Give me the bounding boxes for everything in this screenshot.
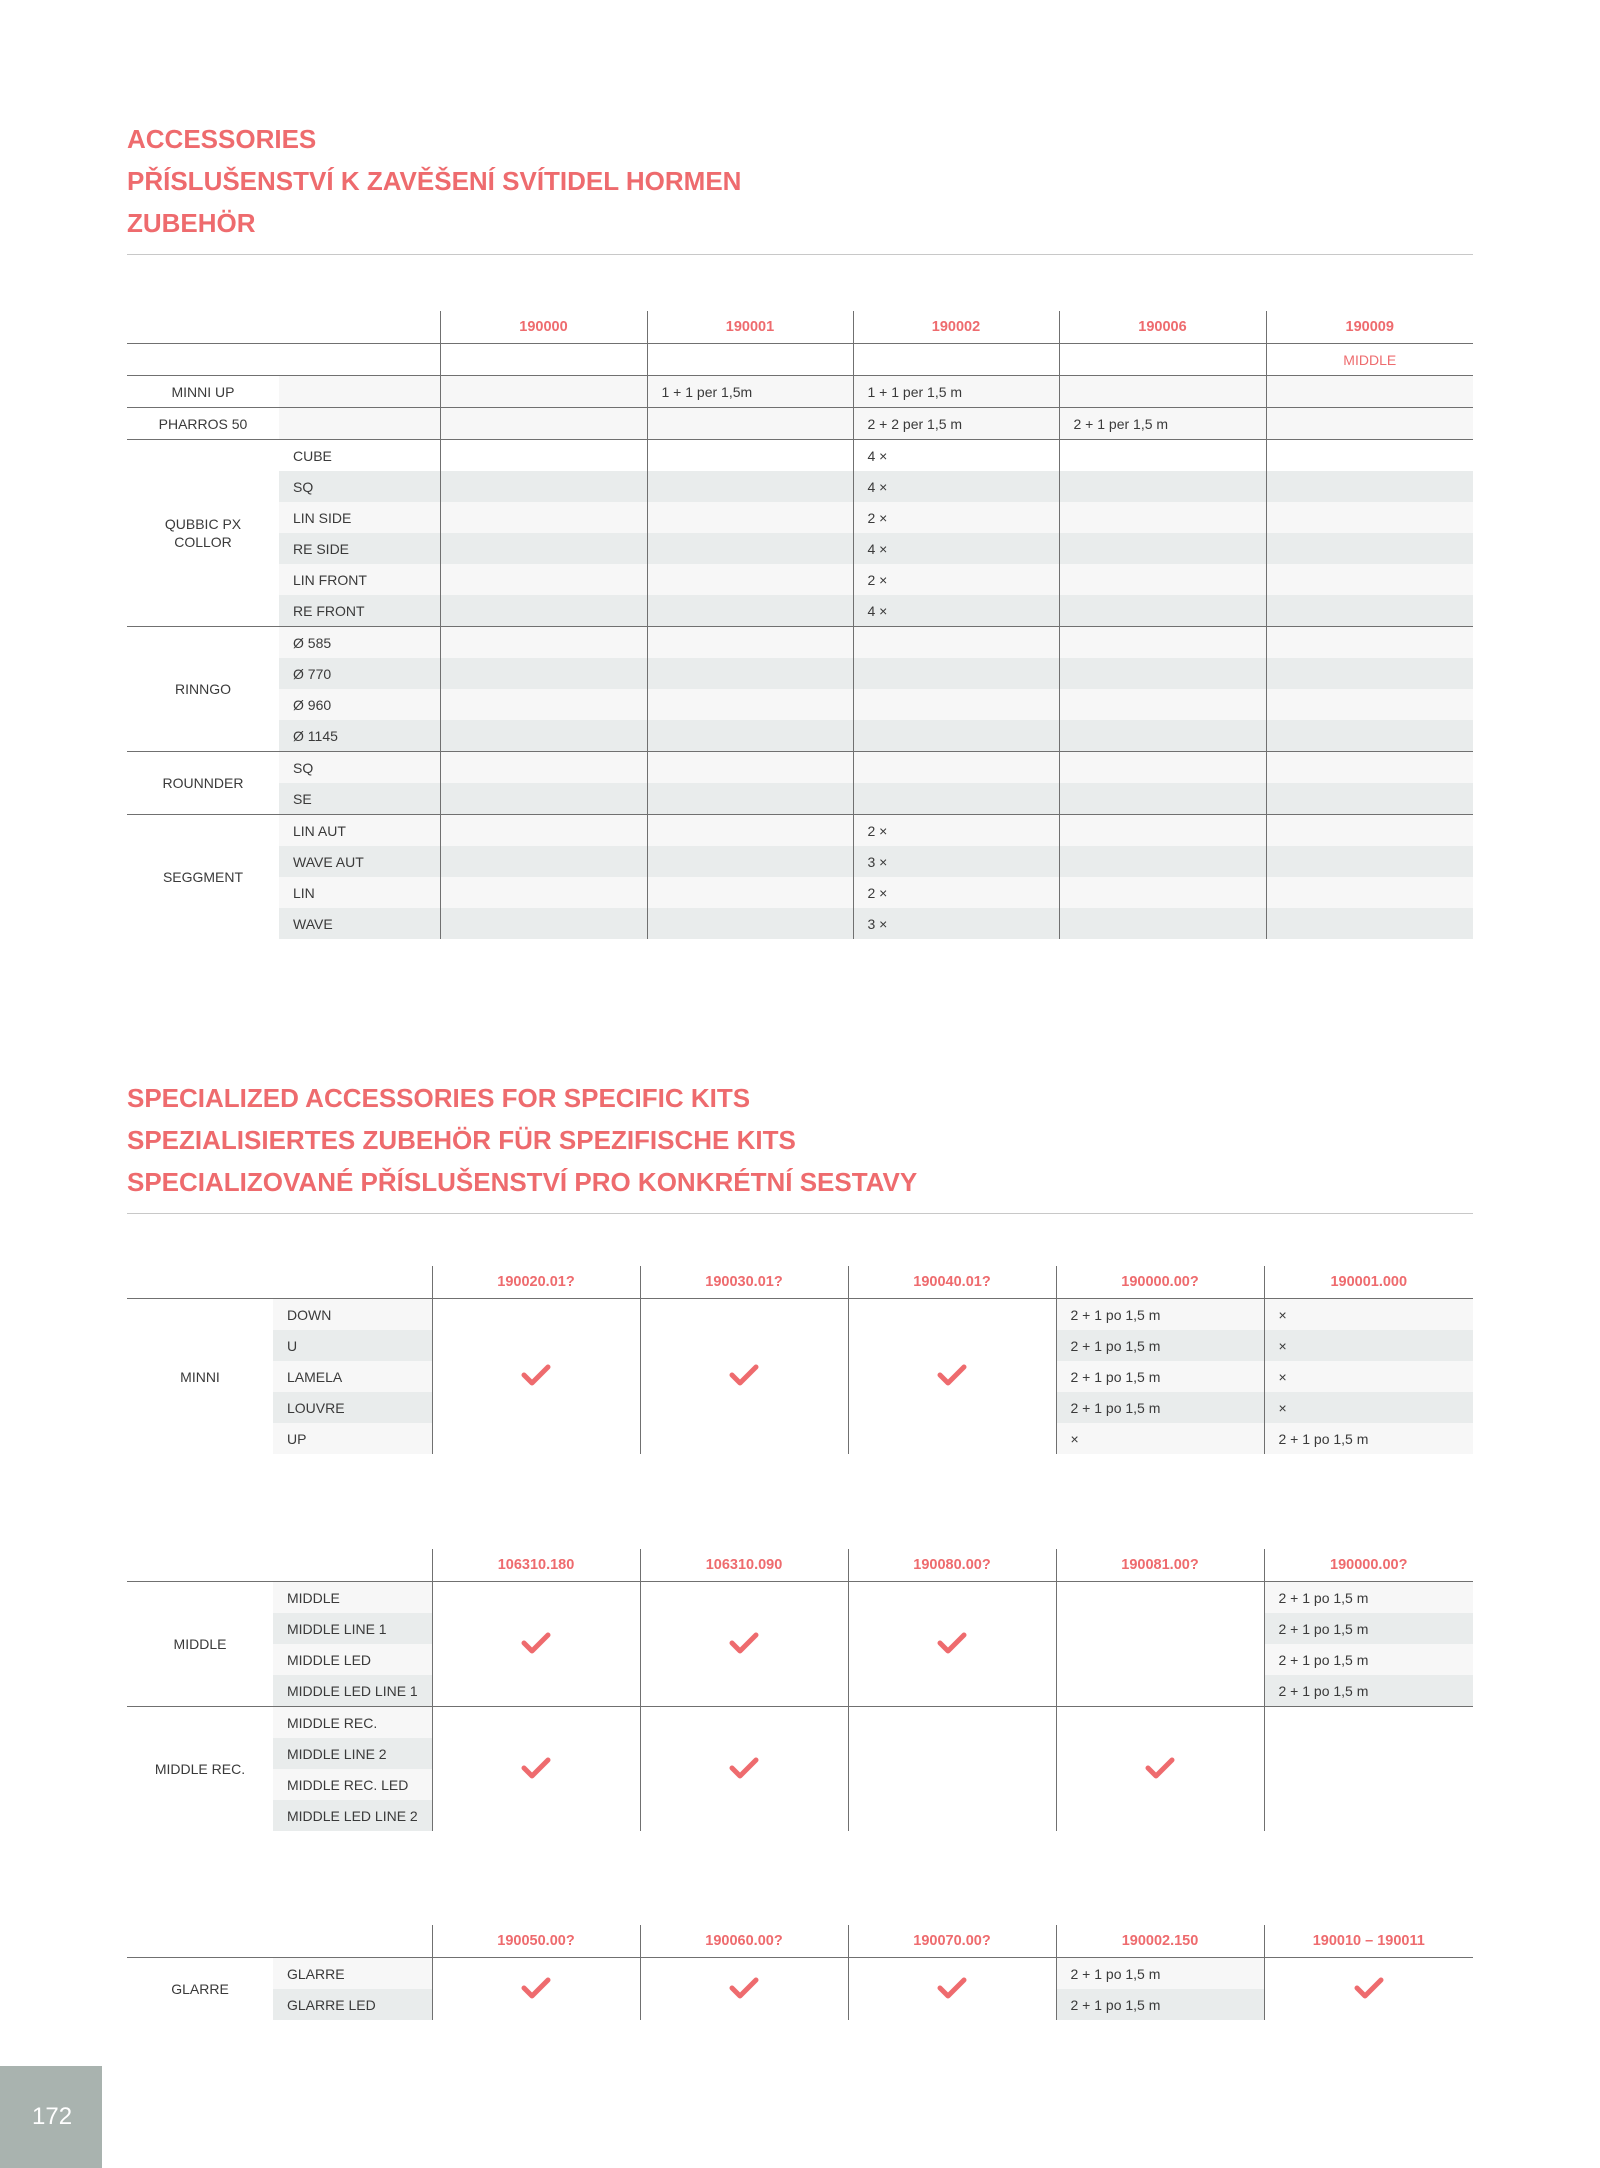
row-sublabel: Ø 960: [279, 689, 440, 720]
table-cell: 1 + 1 per 1,5 m: [853, 376, 1059, 408]
table-row: [127, 533, 1473, 564]
check-cell: [848, 1299, 1056, 1455]
table-row: [127, 471, 1473, 502]
row-group-label: QUBBIC PX COLLOR: [127, 440, 279, 627]
table-cell: 2 + 1 po 1,5 m: [1264, 1423, 1473, 1454]
column-header: 190000.00?: [1056, 1266, 1264, 1299]
row-sublabel: CUBE: [279, 440, 440, 472]
column-header: 190006: [1059, 311, 1266, 344]
row-sublabel: U: [273, 1330, 432, 1361]
checkmark-icon: [937, 1632, 967, 1654]
row-label: PHARROS 50: [127, 408, 279, 440]
checkmark-icon: [729, 1632, 759, 1654]
column-header: 190002: [853, 311, 1059, 344]
table-header-row: [127, 1925, 1473, 1958]
table-row: [127, 720, 1473, 752]
row-sublabel: LOUVRE: [273, 1392, 432, 1423]
column-header: 190081.00?: [1056, 1549, 1264, 1582]
table-row: [127, 1707, 1473, 1739]
section1-divider: [127, 254, 1473, 255]
column-subheader: MIDDLE: [1266, 344, 1473, 376]
check-cell: [848, 1958, 1056, 2021]
table-cell: 2 ×: [853, 564, 1059, 595]
table-row: [127, 440, 1473, 472]
row-sublabel: MIDDLE REC.: [273, 1707, 432, 1739]
row-sublabel: MIDDLE LED LINE 2: [273, 1800, 432, 1831]
check-cell: [640, 1958, 848, 2021]
table-row: [127, 689, 1473, 720]
table-cell: [647, 408, 853, 440]
table-row: [127, 1582, 1473, 1614]
section2-title-en: SPECIALIZED ACCESSORIES FOR SPECIFIC KITS: [127, 1083, 751, 1113]
table-cell: 2 ×: [853, 815, 1059, 847]
row-sublabel: WAVE AUT: [279, 846, 440, 877]
checkmark-icon: [521, 1977, 551, 1999]
table-row: [127, 627, 1473, 659]
section2-heading: [127, 1077, 1473, 1214]
glarre-kit-table: [127, 1925, 1473, 2020]
checkmark-icon: [1354, 1977, 1384, 1999]
column-header: 190009: [1266, 311, 1473, 344]
table-cell: 1 + 1 per 1,5m: [647, 376, 853, 408]
row-sublabel: GLARRE LED: [273, 1989, 432, 2020]
table-cell: ×: [1264, 1299, 1473, 1331]
empty-cell: [1056, 1582, 1264, 1707]
table-row: [127, 752, 1473, 784]
row-sublabel: Ø 585: [279, 627, 440, 659]
table-cell: 2 + 1 per 1,5 m: [1059, 408, 1266, 440]
row-group-label: MIDDLE REC.: [127, 1707, 273, 1832]
section1-title-de: ZUBEHÖR: [127, 208, 256, 238]
table-cell: 4 ×: [853, 471, 1059, 502]
section2-title-de: SPEZIALISIERTES ZUBEHÖR FÜR SPEZIFISCHE KITS: [127, 1125, 796, 1155]
column-header: 190050.00?: [432, 1925, 640, 1958]
column-header: 190000: [440, 311, 647, 344]
checkmark-icon: [937, 1977, 967, 1999]
row-sublabel: MIDDLE REC. LED: [273, 1769, 432, 1800]
row-group-label: SEGGMENT: [127, 815, 279, 940]
table-cell: ×: [1264, 1330, 1473, 1361]
table-cell: 2 + 1 po 1,5 m: [1264, 1644, 1473, 1675]
row-sublabel: LIN AUT: [279, 815, 440, 847]
row-sublabel: MIDDLE LED LINE 1: [273, 1675, 432, 1707]
table-row: [127, 877, 1473, 908]
column-header: 190010 – 190011: [1264, 1925, 1473, 1958]
middle-kit-table: [127, 1549, 1473, 1831]
row-sublabel: Ø 1145: [279, 720, 440, 752]
table-row: [127, 564, 1473, 595]
column-header: 106310.180: [432, 1549, 640, 1582]
table-cell: 3 ×: [853, 908, 1059, 939]
row-sublabel: LIN FRONT: [279, 564, 440, 595]
table-cell: ×: [1056, 1423, 1264, 1454]
table-cell: 2 + 1 po 1,5 m: [1056, 1958, 1264, 1990]
column-header: 190070.00?: [848, 1925, 1056, 1958]
checkmark-icon: [729, 1977, 759, 1999]
checkmark-icon: [521, 1757, 551, 1779]
table-cell: 2 ×: [853, 877, 1059, 908]
check-cell: [640, 1582, 848, 1707]
row-group-label: RINNGO: [127, 627, 279, 752]
row-label: MINNI UP: [171, 383, 235, 400]
table-header-row: [127, 1266, 1473, 1299]
checkmark-icon: [729, 1757, 759, 1779]
table-cell: 2 + 1 po 1,5 m: [1056, 1330, 1264, 1361]
table-header-row: [127, 1549, 1473, 1582]
table-cell: [1059, 376, 1266, 408]
row-sublabel: MIDDLE LINE 1: [273, 1613, 432, 1644]
row-sublabel: MIDDLE LINE 2: [273, 1738, 432, 1769]
row-sublabel: LIN: [279, 877, 440, 908]
checkmark-icon: [1145, 1757, 1175, 1779]
column-header: 190000.00?: [1264, 1549, 1473, 1582]
column-header: 190001: [647, 311, 853, 344]
empty-cell: [848, 1707, 1056, 1832]
table-row: [127, 908, 1473, 939]
row-sublabel: UP: [273, 1423, 432, 1454]
table-row: [127, 595, 1473, 627]
table-cell: 2 + 1 po 1,5 m: [1264, 1582, 1473, 1614]
empty-cell: [1264, 1707, 1473, 1832]
table-row: [127, 658, 1473, 689]
row-group-label: MIDDLE: [173, 1636, 227, 1652]
section1-title-cz: PŘÍSLUŠENSTVÍ K ZAVĚŠENÍ SVÍTIDEL HORMEN: [127, 166, 742, 196]
column-header: 106310.090: [640, 1549, 848, 1582]
accessories-table: [127, 311, 1473, 939]
table-cell: [1266, 408, 1473, 440]
row-group-label: ROUNNDER: [127, 752, 279, 815]
row-sublabel: SQ: [279, 471, 440, 502]
table-row: [127, 815, 1473, 847]
row-sublabel: DOWN: [273, 1299, 432, 1331]
table-row: [127, 376, 1473, 408]
table-cell: ×: [1264, 1392, 1473, 1423]
row-sublabel: WAVE: [279, 908, 440, 939]
row-sublabel: MIDDLE: [273, 1582, 432, 1614]
checkmark-icon: [521, 1632, 551, 1654]
table-cell: 2 ×: [853, 502, 1059, 533]
table-cell: 2 + 1 po 1,5 m: [1056, 1989, 1264, 2020]
check-cell: [848, 1582, 1056, 1707]
checkmark-icon: [729, 1364, 759, 1386]
table-cell: 2 + 1 po 1,5 m: [1056, 1299, 1264, 1331]
row-group-label: GLARRE: [171, 1981, 229, 1997]
table-cell: 4 ×: [853, 533, 1059, 564]
check-cell: [432, 1707, 640, 1832]
check-cell: [640, 1707, 848, 1832]
check-cell: [1056, 1707, 1264, 1832]
table-cell: [440, 376, 647, 408]
table-cell: 4 ×: [853, 595, 1059, 627]
table-cell: 2 + 1 po 1,5 m: [1264, 1613, 1473, 1644]
row-group-label: MINNI: [180, 1368, 220, 1385]
table-cell: ×: [1264, 1361, 1473, 1392]
checkmark-icon: [937, 1364, 967, 1386]
row-sublabel: RE FRONT: [279, 595, 440, 627]
table-cell: 4 ×: [853, 440, 1059, 472]
column-header: 190020.01?: [432, 1266, 640, 1299]
table-row: [127, 1958, 1473, 1990]
table-subheader-row: [127, 344, 1473, 376]
table-row: [127, 783, 1473, 815]
check-cell: [1264, 1958, 1473, 2021]
check-cell: [432, 1582, 640, 1707]
section2-title-cz: SPECIALIZOVANÉ PŘÍSLUŠENSTVÍ PRO KONKRÉTNÍ SESTAVY: [127, 1167, 918, 1197]
column-header: 190080.00?: [848, 1549, 1056, 1582]
table-cell: 2 + 1 po 1,5 m: [1056, 1361, 1264, 1392]
table-cell: 2 + 1 po 1,5 m: [1264, 1675, 1473, 1707]
checkmark-icon: [521, 1364, 551, 1386]
check-cell: [432, 1299, 640, 1455]
row-sublabel: Ø 770: [279, 658, 440, 689]
row-sublabel: RE SIDE: [279, 533, 440, 564]
minni-kit-table: [127, 1266, 1473, 1454]
row-sublabel: LAMELA: [273, 1361, 432, 1392]
row-sublabel: LIN SIDE: [279, 502, 440, 533]
check-cell: [640, 1299, 848, 1455]
table-cell: [440, 408, 647, 440]
column-header: 190040.01?: [848, 1266, 1056, 1299]
table-cell: 3 ×: [853, 846, 1059, 877]
section1-title-en: ACCESSORIES: [127, 124, 317, 154]
table-row: [127, 502, 1473, 533]
table-cell: [1266, 376, 1473, 408]
section1-heading: [127, 118, 1473, 255]
row-sublabel: SE: [279, 783, 440, 815]
row-sublabel: MIDDLE LED: [273, 1644, 432, 1675]
page-number-tab: [0, 2066, 102, 2168]
row-sublabel: SQ: [279, 752, 440, 784]
column-header: 190060.00?: [640, 1925, 848, 1958]
table-header-row: [127, 311, 1473, 344]
table-cell: 2 + 1 po 1,5 m: [1056, 1392, 1264, 1423]
table-row: [127, 1299, 1473, 1331]
table-cell: 2 + 2 per 1,5 m: [853, 408, 1059, 440]
table-row: [127, 846, 1473, 877]
table-row: [127, 408, 1473, 440]
row-sublabel: GLARRE: [273, 1958, 432, 1990]
column-header: 190002.150: [1056, 1925, 1264, 1958]
page-number: 172: [32, 2103, 73, 2130]
check-cell: [432, 1958, 640, 2021]
column-header: 190001.000: [1264, 1266, 1473, 1299]
section2-divider: [127, 1213, 1473, 1214]
column-header: 190030.01?: [640, 1266, 848, 1299]
